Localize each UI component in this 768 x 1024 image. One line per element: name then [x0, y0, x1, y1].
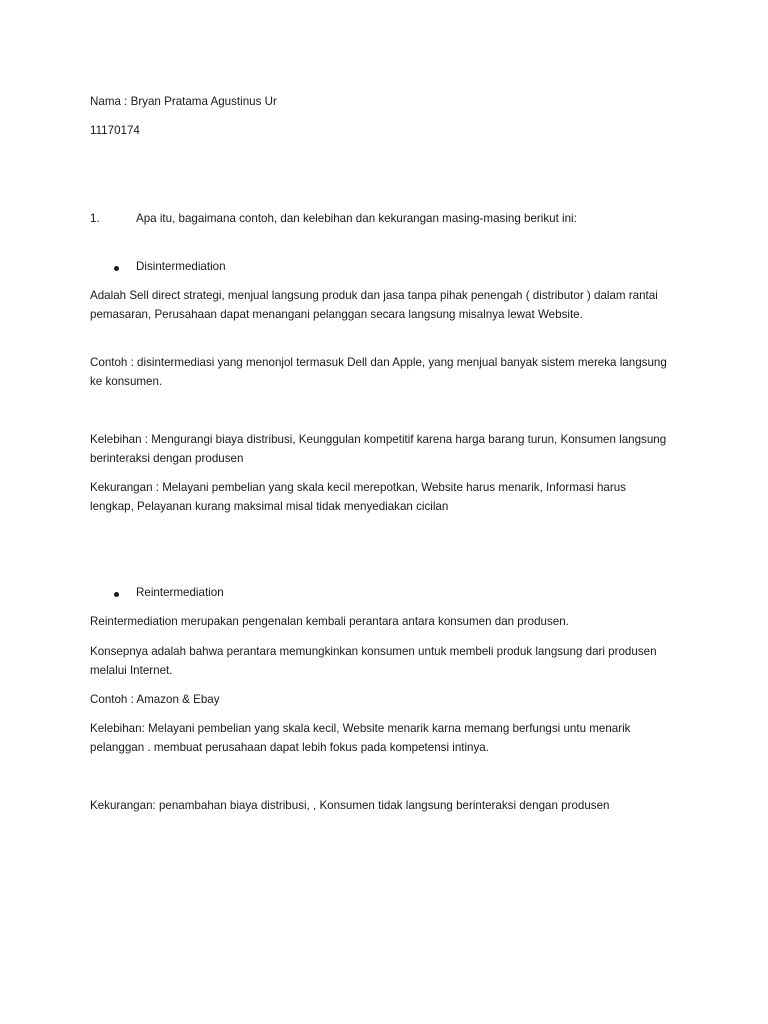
bullet-icon — [114, 592, 119, 597]
paragraph-example: Contoh : disintermediasi yang menonjol termasuk Dell dan Apple, yang menjual banyak sistem mereka langsung ke konsumen. — [90, 356, 667, 388]
question-number: 1. — [90, 212, 100, 225]
paragraph-advantages: Kelebihan: Melayani pembelian yang skala kecil, Website menarik karna memang berfungsi untu menarik pelanggan . membuat perusahaan dapat lebih fokus pada kompetensi intinya. — [90, 722, 631, 754]
paragraph-definition: Reintermediation merupakan pengenalan kembali perantara antara konsumen dan produsen. — [90, 615, 569, 628]
paragraph-concept: Konsepnya adalah bahwa perantara memungkinkan konsumen untuk membeli produk langsung dari produsen melalui Internet. — [90, 645, 657, 677]
section-title-reintermediation: Reintermediation — [136, 586, 224, 599]
bullet-icon — [114, 266, 119, 271]
paragraph-definition: Adalah Sell direct strategi, menjual langsung produk dan jasa tanpa pihak penengah ( distributor ) dalam rantai pemasaran, Perusahaan dapat menangani pelanggan secara langsung misalnya lewat Website. — [90, 289, 658, 321]
question-text: Apa itu, bagaimana contoh, dan kelebihan dan kekurangan masing-masing berikut ini: — [136, 212, 577, 225]
section-title-disintermediation: Disintermediation — [136, 260, 226, 273]
paragraph-example: Contoh : Amazon & Ebay — [90, 693, 220, 706]
paragraph-disadvantages: Kekurangan : Melayani pembelian yang skala kecil merepotkan, Website harus menarik, Informasi harus lengkap, Pelayanan kurang maksimal misal tidak menyediakan cicilan — [90, 481, 626, 513]
author-name: Nama : Bryan Pratama Agustinus Ur — [90, 95, 277, 108]
student-id: 11170174 — [90, 124, 140, 137]
paragraph-disadvantages: Kekurangan: penambahan biaya distribusi, , Konsumen tidak langsung berinteraksi dengan produsen — [90, 799, 610, 812]
paragraph-advantages: Kelebihan : Mengurangi biaya distribusi, Keunggulan kompetitif karena harga barang turun, Konsumen langsung berinteraksi dengan produsen — [90, 433, 667, 465]
